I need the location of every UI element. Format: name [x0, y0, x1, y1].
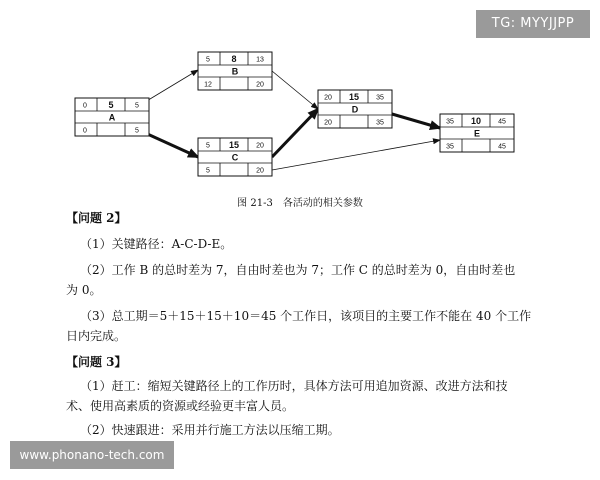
- early-start: 0: [83, 102, 87, 110]
- activity-label: D: [351, 104, 359, 115]
- activity-label: A: [108, 112, 116, 123]
- late-finish: 35: [376, 119, 384, 127]
- watermark-top: TG: MYYJJPP: [476, 10, 590, 38]
- duration: 5: [108, 100, 114, 110]
- early-finish: 35: [376, 94, 384, 102]
- watermark-bottom: www.phonano-tech.com: [10, 441, 174, 469]
- late-start: 5: [206, 167, 210, 175]
- early-finish: 13: [256, 56, 264, 64]
- late-finish: 45: [498, 143, 506, 151]
- q2-line-2b: 为 0。: [66, 283, 102, 297]
- q2-line-3a: （3）总工期＝5＋15＋15＋10＝45 个工作日，该项目的主要工作不能在 40 个工作: [80, 309, 532, 323]
- q2-line-2a: （2）工作 B 的总时差为 7，自由时差也为 7；工作 C 的总时差为 0，自由时差也: [80, 263, 516, 277]
- late-finish: 5: [135, 127, 139, 135]
- edge-a-b: [145, 70, 198, 102]
- q2-line-3b: 日内完成。: [66, 329, 127, 343]
- late-start: 35: [446, 143, 454, 151]
- early-start: 35: [446, 118, 454, 126]
- q3-line-1a: （1）赶工：缩短关键路径上的工作历时，具体方法可用追加资源、改进方法和技: [80, 379, 508, 393]
- late-start: 0: [83, 127, 87, 135]
- early-start: 20: [324, 94, 332, 102]
- activity-node-d: [318, 90, 392, 128]
- late-finish: 20: [256, 81, 264, 89]
- q3-line-2: （2）快速跟进：采用并行施工方法以压缩工期。: [80, 423, 340, 437]
- early-finish: 45: [498, 118, 506, 126]
- activity-node-e: [440, 114, 514, 152]
- q3-heading: 【问题 3】: [66, 355, 127, 369]
- late-start: 12: [204, 81, 212, 89]
- edge-d-e: [392, 114, 440, 128]
- early-finish: 20: [256, 142, 264, 150]
- activity-node-c: [198, 138, 272, 176]
- early-start: 5: [206, 56, 210, 64]
- edge-c-e: [272, 140, 440, 170]
- q3-line-1b: 术、使用高素质的资源或经验更丰富人员。: [66, 399, 295, 413]
- late-start: 20: [324, 119, 332, 127]
- activity-node-a: [75, 98, 149, 136]
- early-start: 5: [206, 142, 210, 150]
- figure-caption: 图 21-3 各活动的相关参数: [237, 198, 363, 209]
- duration: 15: [348, 92, 360, 102]
- duration: 8: [231, 54, 237, 64]
- q2-heading: 【问题 2】: [66, 211, 127, 225]
- activity-node-b: [198, 52, 272, 90]
- duration: 10: [470, 116, 482, 126]
- edge-c-d: [272, 109, 318, 157]
- q2-line-1: （1）关键路径：A-C-D-E。: [80, 237, 233, 251]
- edge-b-d: [272, 71, 318, 109]
- activity-label: E: [473, 128, 481, 139]
- early-finish: 5: [135, 102, 139, 110]
- edge-a-c: [143, 132, 198, 157]
- late-finish: 20: [256, 167, 264, 175]
- duration: 15: [228, 140, 240, 150]
- activity-label: B: [231, 66, 239, 77]
- activity-label: C: [231, 152, 239, 163]
